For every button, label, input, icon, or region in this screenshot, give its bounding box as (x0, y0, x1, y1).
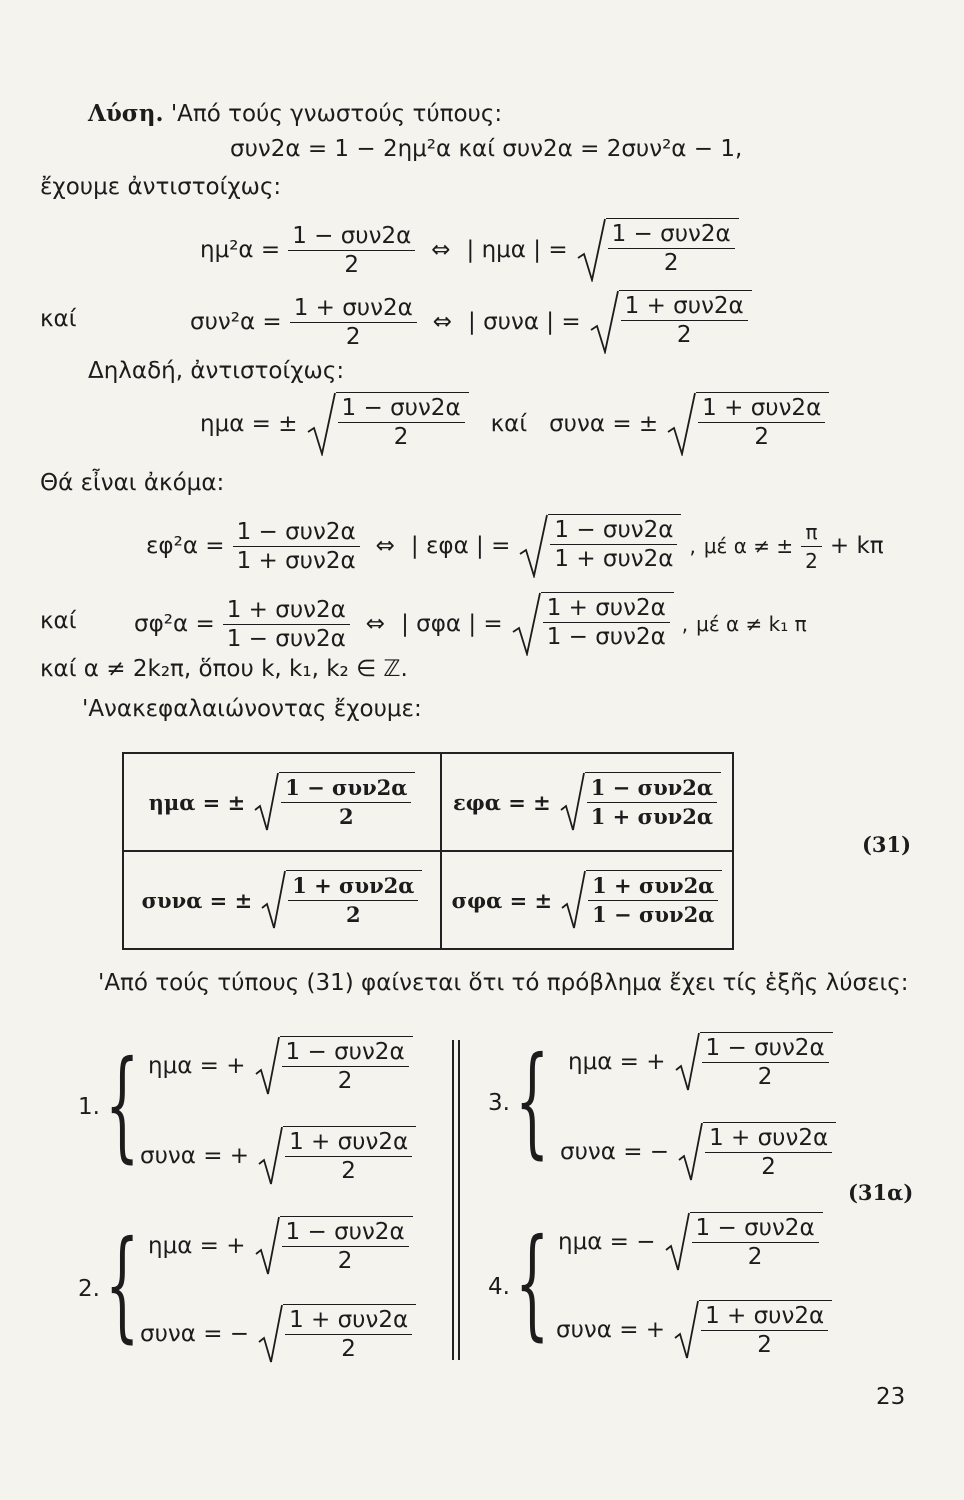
label31a: (31α) (848, 1180, 914, 1205)
problem-text: 'Από τούς τύπους (31) φαίνεται ὅτι τό πρόβλημα ἔχει τίς ἑξῆς λύσεις: (98, 970, 909, 996)
formula-table (122, 752, 734, 950)
sqrt: $\frac{\text{1 + συν2α}}{2}$ (257, 1126, 416, 1186)
recap-text: 'Ανακεφαλαιώνοντας ἔχουμε: (82, 696, 422, 722)
case4-hma: ημα = − $\frac{\text{1 − συν2α}}{2}$ (558, 1212, 823, 1272)
table-cell (123, 753, 441, 851)
sqrt: $\frac{\text{1 + συν2α}}{\text{1 − συν2α}}$ (511, 592, 674, 656)
iff-symbol: ⇔ (432, 309, 453, 335)
iff-symbol: ⇔ (431, 237, 451, 263)
sqrt: $\frac{\text{1 − συν2α}}{2}$ (576, 218, 739, 282)
kai-alpha-text: καί α ≠ 2k₂π, ὅπου k, k₁, k₂ ∈ ℤ. (40, 656, 408, 682)
sqrt: $\frac{\text{1 − συν2α}}{2}$ (306, 392, 469, 456)
case3-hma: ημα = + $\frac{\text{1 − συν2α}}{2}$ (568, 1032, 833, 1092)
abs-hma-label: | ημα | = (466, 237, 568, 263)
divider-line (452, 1040, 454, 1360)
case1-hma: ημα = + $\frac{\text{1 − συν2α}}{2}$ (148, 1036, 413, 1096)
sf2-formula: σφ²α = $\frac{\text{1 + συν2α}}{\text{1 − συν2α}}$ ⇔ | σφα | = $\frac{\text{1 + συν2α}}{\text{1 − συν2α}}$ , μέ α ≠ k₁ π (134, 592, 807, 656)
sf2-label: σφ²α = (134, 611, 215, 637)
hma-pm-label: ημα = ± (148, 789, 246, 815)
abs-sfa-label: | σφα | = (401, 611, 503, 637)
kai-label: καί (40, 608, 77, 634)
syna-pm-label: συνα = ± (549, 411, 659, 437)
page-number: 23 (876, 1384, 906, 1410)
heading-label: Λύση. (88, 100, 164, 127)
abs-efa-label: | εφα | = (410, 533, 511, 559)
cond-sf-label: μέ α ≠ k₁ π (696, 612, 807, 636)
case-number: 3. (488, 1090, 510, 1116)
kai-label: καί (490, 411, 528, 437)
identity-line: συν2α = 1 − 2ημ²α καί συν2α = 2συν²α − 1, (230, 136, 743, 162)
brace: { (104, 1216, 140, 1355)
hma-syna-formula (200, 392, 829, 456)
sqrt: $\frac{\text{1 + συν2α}}{2}$ (257, 1304, 416, 1364)
case3-syna: συνα = − $\frac{\text{1 + συν2α}}{2}$ (560, 1122, 836, 1182)
fraction: $\frac{\text{1 − συν2α}}{\text{1 + συν2α}}$ (233, 519, 360, 574)
sqrt: $\frac{\text{1 + συν2α}}{2}$ (677, 1122, 836, 1182)
case-number: 4. (488, 1274, 510, 1300)
sqrt: $\frac{\text{1 − συν2α}}{\text{1 + συν2α}}$ (559, 772, 721, 832)
sqrt: $\frac{\text{1 − συν2α}}{2}$ (254, 1216, 413, 1276)
abs-syna-label: | συνα | = (468, 309, 581, 335)
sqrt: $\frac{\text{1 + συν2α}}{2}$ (589, 290, 752, 354)
sqrt: $\frac{\text{1 + συν2α}}{2}$ (673, 1300, 832, 1360)
brace: { (104, 1036, 140, 1175)
case2-syna: συνα = − $\frac{\text{1 + συν2α}}{2}$ (140, 1304, 416, 1364)
syn2-label: συν²α = (190, 309, 282, 335)
sqrt: $\frac{\text{1 − συν2α}}{2}$ (253, 772, 415, 832)
sqrt: $\frac{\text{1 − συν2α}}{2}$ (254, 1036, 413, 1096)
brace: { (514, 1214, 550, 1353)
sqrt: $\frac{\text{1 + συν2α}}{2}$ (666, 392, 829, 456)
divider-line (458, 1040, 460, 1360)
efa-pm-label: εφα = ± (453, 789, 551, 815)
syna-pm-label: συνα = ± (141, 887, 253, 913)
fraction: $\frac{\text{1 + συν2α}}{\text{1 − συν2α}}$ (223, 597, 350, 652)
sqrt: $\frac{\text{1 + συν2α}}{\text{1 − συν2α}}$ (560, 870, 722, 930)
fraction: $\frac{\text{1 + συν2α}}{2}$ (290, 295, 417, 350)
ef2-formula: εφ²α = $\frac{\text{1 − συν2α}}{\text{1 + συν2α}}$ ⇔ | εφα | = $\frac{\text{1 − συν2α}}{\text{1 + συν2α}}$ , μέ α ≠ ± $\frac{\pi}{2}$ + kπ (146, 514, 884, 578)
akoma-text: Θά εἶναι ἀκόμα: (40, 470, 225, 496)
kai-label: καί (40, 306, 77, 332)
case2-hma: ημα = + $\frac{\text{1 − συν2α}}{2}$ (148, 1216, 413, 1276)
dhl-text: Δηλαδή, ἀντιστοίχως: (88, 358, 345, 384)
kpi-label: + kπ (829, 533, 884, 559)
table-cell (123, 851, 441, 949)
iff-symbol: ⇔ (375, 533, 395, 559)
table-cell (441, 753, 733, 851)
ef2-label: εφ²α = (146, 533, 225, 559)
sqrt: $\frac{\text{1 − συν2α}}{2}$ (664, 1212, 823, 1272)
case-number: 2. (78, 1276, 100, 1302)
sfa-pm-label: σφα = ± (451, 887, 553, 913)
brace: { (514, 1032, 550, 1171)
fraction: $\frac{\pi}{2}$ (801, 519, 822, 574)
hm2-formula (200, 218, 739, 282)
sqrt: $\frac{\text{1 − συν2α}}{\text{1 + συν2α}}$ (518, 514, 681, 578)
sqrt: $\frac{\text{1 − συν2α}}{2}$ (674, 1032, 833, 1092)
sqrt: $\frac{\text{1 + συν2α}}{2}$ (260, 870, 422, 930)
case-number: 1. (78, 1094, 100, 1120)
hma-pm-label: ημα = ± (200, 411, 298, 437)
intro-text: 'Από τούς γνωστούς τύπους: (170, 101, 503, 127)
syn2-formula (190, 290, 752, 354)
intro-line (88, 100, 502, 127)
case4-syna: συνα = + $\frac{\text{1 + συν2α}}{2}$ (556, 1300, 832, 1360)
have-text: ἔχουμε ἀντιστοίχως: (40, 174, 282, 200)
case1-syna: συνα = + $\frac{\text{1 + συν2α}}{2}$ (140, 1126, 416, 1186)
fraction: $\frac{\text{1 − συν2α}}{2}$ (288, 223, 415, 278)
hm2-label: ημ²α = (200, 237, 281, 263)
table31-label: (31) (862, 832, 912, 857)
iff-symbol: ⇔ (365, 611, 386, 637)
table-cell (441, 851, 733, 949)
cond-ef-label: μέ α ≠ ± (703, 534, 794, 558)
